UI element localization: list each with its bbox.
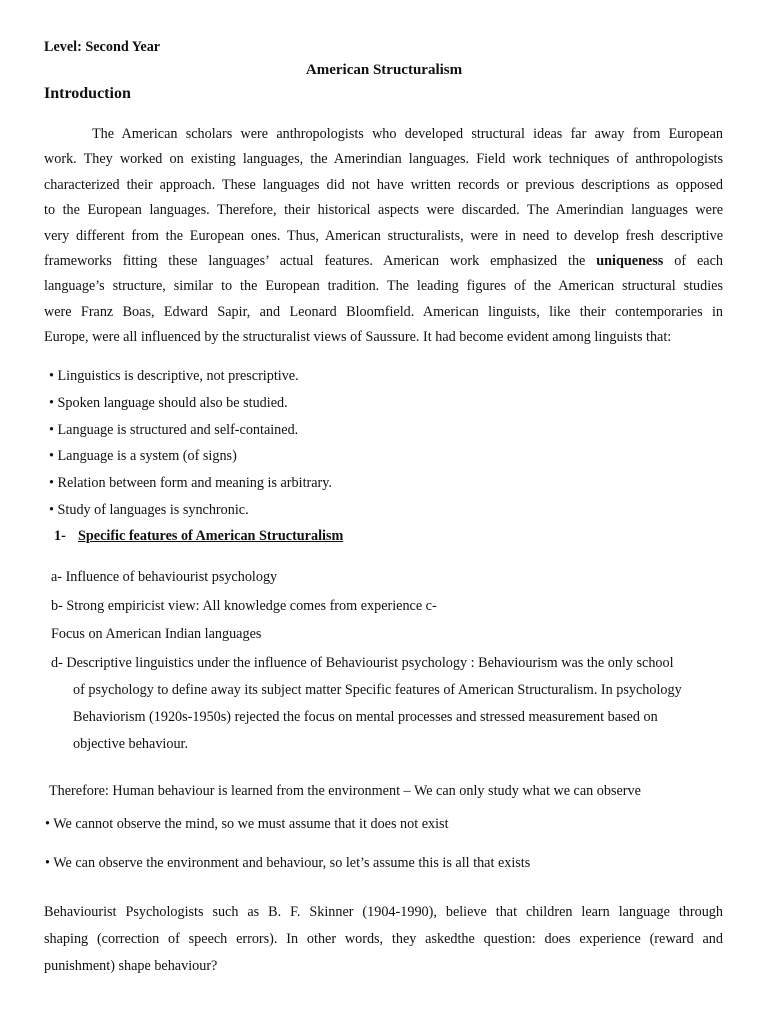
paragraph-line: Europe, were all influenced by the structuralist views of Saussure. It had become evident among linguists that: — [44, 329, 672, 346]
section-title: Specific features of American Structuralism — [78, 528, 344, 544]
feature-d-line: d- Descriptive linguistics under the influence of Behaviourist psychology : Behaviourism was the only school — [51, 655, 674, 671]
therefore-statement: Therefore: Human behaviour is learned from the environment – We can only study what we can observe — [49, 783, 641, 799]
feature-b: b- Strong empiricist view: All knowledge comes from experience c- — [51, 598, 437, 614]
list-item: • We can observe the environment and behaviour, so let’s assume this is all that exists — [45, 855, 531, 871]
section-heading-specific-features — [54, 528, 343, 545]
feature-a: a- Influence of behaviourist psychology — [51, 569, 278, 585]
list-item: • We cannot observe the mind, so we must assume that it does not exist — [45, 816, 449, 832]
intro-paragraph — [44, 122, 723, 351]
paragraph-line: language’s structure, similar to the European tradition. The leading figures of the American structural studies — [44, 278, 723, 295]
paragraph-line-emphasis — [44, 249, 723, 274]
paragraph-line: very different from the European ones. Thus, American structuralists, were in need to develop fresh descriptive — [44, 227, 723, 244]
paragraph-line: punishment) shape behaviour? — [44, 958, 218, 974]
list-item: • Language is a system (of signs) — [49, 448, 237, 465]
section-number: 1- — [54, 528, 66, 544]
feature-c: Focus on American Indian languages — [51, 626, 262, 642]
paragraph-line: The American scholars were anthropologists who developed structural ideas far away from European — [92, 126, 723, 142]
feature-d-line: objective behaviour. — [73, 736, 189, 752]
section-heading-introduction: Introduction — [44, 85, 131, 102]
paragraph-line: characterized their approach. These languages did not have written records or previous descriptions as opposed — [44, 176, 723, 193]
feature-d-line: Behaviorism (1920s-1950s) rejected the focus on mental processes and stressed measurement based on — [73, 709, 658, 725]
paragraph-line: Behaviourist Psychologists such as B. F. Skinner (1904-1990), believe that children learn language through — [44, 904, 723, 920]
closing-paragraph — [44, 899, 723, 980]
principles-list — [49, 366, 332, 527]
document-title: American Structuralism — [305, 62, 463, 78]
list-item: • Study of languages is synchronic. — [49, 501, 249, 518]
list-item: • Relation between form and meaning is arbitrary. — [49, 475, 332, 492]
paragraph-line: shaping (correction of speech errors). In other words, they askedthe question: does experience (reward and — [44, 931, 723, 947]
paragraph-line-tail: of each — [674, 253, 723, 270]
paragraph-line: work. They worked on existing languages, the Amerindian languages. Field work techniques of anthropologists — [44, 151, 723, 168]
list-item: • Language is structured and self-contained. — [49, 421, 299, 438]
level-label: Level: Second Year — [44, 39, 161, 55]
feature-d-line: of psychology to define away its subject matter Specific features of American Structuralism. In psychology — [73, 682, 682, 698]
list-item: • Linguistics is descriptive, not prescriptive. — [49, 368, 299, 384]
paragraph-line-text: frameworks fitting these languages’ actual features. American work emphasized the — [44, 253, 586, 270]
paragraph-line: to the European languages. Therefore, their historical aspects were discarded. The Amerindian languages were — [44, 202, 723, 219]
list-item: • Spoken language should also be studied. — [49, 394, 288, 411]
paragraph-line: were Franz Boas, Edward Sapir, and Leonard Bloomfield. American linguists, like their contemporaries in — [44, 303, 723, 320]
emphasis-uniqueness: uniqueness — [596, 253, 664, 270]
